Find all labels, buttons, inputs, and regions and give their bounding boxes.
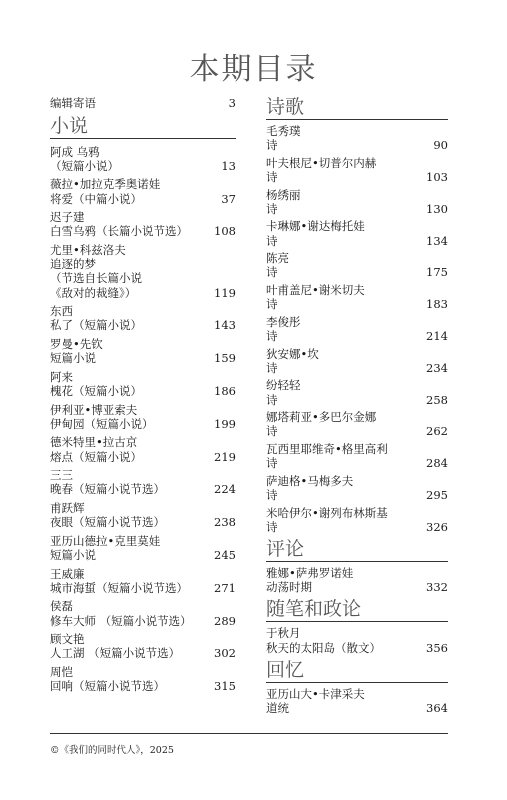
entry-page-number: 271	[214, 580, 236, 595]
toc-entry	[266, 410, 448, 438]
toc-entry	[266, 442, 448, 470]
toc-entry	[266, 315, 448, 343]
right-column	[266, 96, 448, 719]
entry-author: 瓦西里耶维奇•格里高利	[266, 441, 388, 456]
entry-author: 德米特里•拉古京	[50, 435, 138, 450]
entry-author: 叶夫根尼•切普尔内赫	[266, 155, 377, 170]
entry-author: 萨迪格•马梅多夫	[266, 473, 354, 488]
entry-author: 杨绣丽	[266, 187, 301, 202]
entry-author: 李俊彤	[266, 314, 301, 329]
toc-entry	[266, 626, 448, 654]
entry-title-line: 诗	[266, 201, 278, 216]
entry-page-number: 224	[214, 482, 236, 497]
toc-entry	[266, 506, 448, 534]
entry-page-number: 214	[426, 328, 448, 343]
entry-author: 薇拉•加拉克季奥诺娃	[50, 177, 161, 192]
toc-entry	[50, 435, 236, 463]
entry-title-line: （短篇小说）	[50, 158, 119, 173]
entry-title-line: 动荡时期	[266, 580, 312, 595]
toc-entry	[266, 219, 448, 247]
entry-page-number: 245	[214, 547, 236, 562]
entry-title-line: 诗	[266, 360, 278, 375]
toc-entry	[50, 337, 236, 365]
entry-page-number: 186	[214, 383, 236, 398]
toc-entry	[266, 566, 448, 594]
entry-title-line: 熔点（短篇小说）	[50, 449, 142, 464]
entry-title-line: 私了（短篇小说）	[50, 318, 142, 333]
entry-title-line: 修车大师 （短篇小说节选）	[50, 613, 192, 628]
entry-page-number: 159	[214, 351, 236, 366]
entry-page-number: 234	[426, 360, 448, 375]
entry-title-line: 诗	[266, 297, 278, 312]
toc-entry	[50, 96, 236, 110]
toc-entry	[50, 145, 236, 173]
entry-page-number: 326	[426, 519, 448, 534]
entry-author: 卡琳娜•谢达梅托娃	[266, 219, 365, 234]
toc-entry	[266, 347, 448, 375]
entry-page-number: 238	[214, 515, 236, 530]
entry-author: 三三	[50, 468, 73, 483]
entry-author: 阿来	[50, 369, 73, 384]
entry-title-line: 秋天的太阳岛（散文）	[266, 640, 381, 655]
entry-page-number: 143	[214, 318, 236, 333]
entry-page-number: 295	[426, 487, 448, 502]
toc-entry	[50, 599, 236, 627]
entry-author: 迟子建	[50, 210, 85, 225]
entry-author: 东西	[50, 304, 73, 319]
entry-author: 尤里•科兹洛夫	[50, 242, 126, 257]
entry-title-line: 将爱（中篇小说）	[50, 191, 142, 206]
entry-page-number: 103	[426, 170, 448, 184]
entry-title-line: （节选自长篇小说	[50, 271, 142, 286]
entry-title-line: 短篇小说	[50, 547, 96, 562]
entry-title-line: 短篇小说	[50, 351, 96, 366]
entry-title-line: 诗	[266, 424, 278, 439]
entry-page-number: 284	[426, 456, 448, 471]
entry-author: 狄安娜•坎	[266, 346, 319, 361]
toc-entry	[50, 243, 236, 300]
entry-author: 侯磊	[50, 599, 73, 614]
entry-page-number: 315	[214, 679, 236, 694]
entry-author: 周恺	[50, 664, 73, 679]
entry-author: 伊利亚•博亚索夫	[50, 402, 138, 417]
left-column	[50, 96, 236, 698]
entry-title-line: 人工湖 （短篇小说节选）	[50, 646, 181, 661]
toc-entry	[266, 251, 448, 279]
entry-page-number: 199	[214, 416, 236, 431]
toc-entry	[266, 687, 448, 715]
toc-entry	[50, 501, 236, 529]
entry-title-line: 《敌对的裁缝》）	[50, 285, 137, 300]
entry-title-line: 城市海蜇（短篇小说节选）	[50, 580, 188, 595]
toc-entry	[50, 177, 236, 205]
entry-page-number: 13	[221, 158, 236, 173]
entry-title-line: 诗	[266, 456, 278, 471]
entry-title-line: 追逐的梦	[50, 257, 96, 272]
toc-entry	[266, 156, 448, 184]
entry-page-number: 356	[426, 640, 448, 655]
entry-author: 于秋月	[266, 626, 301, 641]
toc-entry	[50, 567, 236, 595]
entry-title-line: 诗	[266, 519, 278, 534]
section-heading: 评论	[266, 538, 448, 562]
entry-page-number: 364	[426, 700, 448, 715]
entry-author: 罗曼•先钦	[50, 336, 103, 351]
entry-author: 米哈伊尔•谢列布林斯基	[266, 505, 388, 520]
entry-page-number: 90	[433, 138, 448, 153]
entry-page-number: 108	[214, 224, 236, 239]
entry-page-number: 37	[221, 191, 236, 206]
copyright-footer: ©《我们的同时代人》，2025	[50, 745, 174, 756]
entry-author: 叶甫盖尼•谢米切夫	[266, 282, 365, 297]
toc-entry	[50, 632, 236, 660]
entry-page-number: 175	[426, 265, 448, 280]
section-heading: 诗歌	[266, 96, 448, 120]
entry-author: 阿成 乌鸦	[50, 144, 100, 159]
toc-entry	[266, 188, 448, 216]
page-title: 本期目录	[189, 52, 318, 87]
entry-author: 雅娜•萨弗罗诺娃	[266, 565, 354, 580]
entry-page-number: 219	[214, 449, 236, 464]
entry-author: 王威廉	[50, 566, 85, 581]
entry-title-line: 诗	[266, 328, 278, 343]
entry-page-number: 302	[214, 646, 236, 661]
toc-entry	[50, 370, 236, 398]
entry-author: 顾文艳	[50, 632, 85, 647]
entry-title-line: 伊甸园（短篇小说）	[50, 416, 154, 431]
entry-title-line: 诗	[266, 170, 278, 184]
toc-entry	[50, 468, 236, 496]
toc-entry	[50, 403, 236, 431]
entry-title-line: 诗	[266, 392, 278, 407]
entry-author: 毛秀璞	[266, 124, 301, 138]
entry-page-number: 332	[426, 580, 448, 595]
entry-title-line: 诗	[266, 487, 278, 502]
entry-title-line: 晚春（短篇小说节选）	[50, 482, 165, 497]
entry-page-number: 130	[426, 201, 448, 216]
toc-entry	[266, 474, 448, 502]
entry-title-line: 诗	[266, 233, 278, 248]
section-heading: 随笔和政论	[266, 598, 448, 622]
section-heading: 回忆	[266, 659, 448, 683]
entry-author: 甫跃辉	[50, 500, 85, 515]
entry-author: 陈亮	[266, 251, 289, 266]
entry-author: 亚历山大•卡津采夫	[266, 686, 365, 701]
entry-page-number: 183	[426, 297, 448, 312]
entry-title-line: 夜眼（短篇小说节选）	[50, 515, 165, 530]
entry-page-number: 119	[214, 285, 236, 300]
entry-page-number: 3	[228, 96, 236, 110]
entry-title-line: 白雪乌鸦（长篇小说节选）	[50, 224, 188, 239]
toc-entry	[50, 210, 236, 238]
entry-page-number: 134	[426, 233, 448, 248]
entry-author: 纷轻轻	[266, 378, 301, 393]
entry-title-line: 道统	[266, 700, 289, 715]
footer-divider	[50, 733, 448, 734]
toc-entry	[266, 124, 448, 152]
toc-entry	[266, 283, 448, 311]
entry-title-line: 槐花（短篇小说）	[50, 383, 142, 398]
toc-entry	[50, 534, 236, 562]
toc-entry	[266, 378, 448, 406]
entry-author: 娜塔莉亚•多巴尔金娜	[266, 410, 377, 425]
entry-page-number: 262	[426, 424, 448, 439]
entry-title-line: 诗	[266, 265, 278, 280]
entry-page-number: 289	[214, 613, 236, 628]
entry-author: 编辑寄语	[50, 96, 96, 110]
entry-title-line: 回响（短篇小说节选）	[50, 679, 165, 694]
entry-title-line: 诗	[266, 138, 278, 153]
toc-entry	[50, 665, 236, 693]
entry-page-number: 258	[426, 392, 448, 407]
section-heading: 小说	[50, 115, 236, 139]
entry-author: 亚历山德拉•克里莫娃	[50, 533, 161, 548]
toc-entry	[50, 304, 236, 332]
